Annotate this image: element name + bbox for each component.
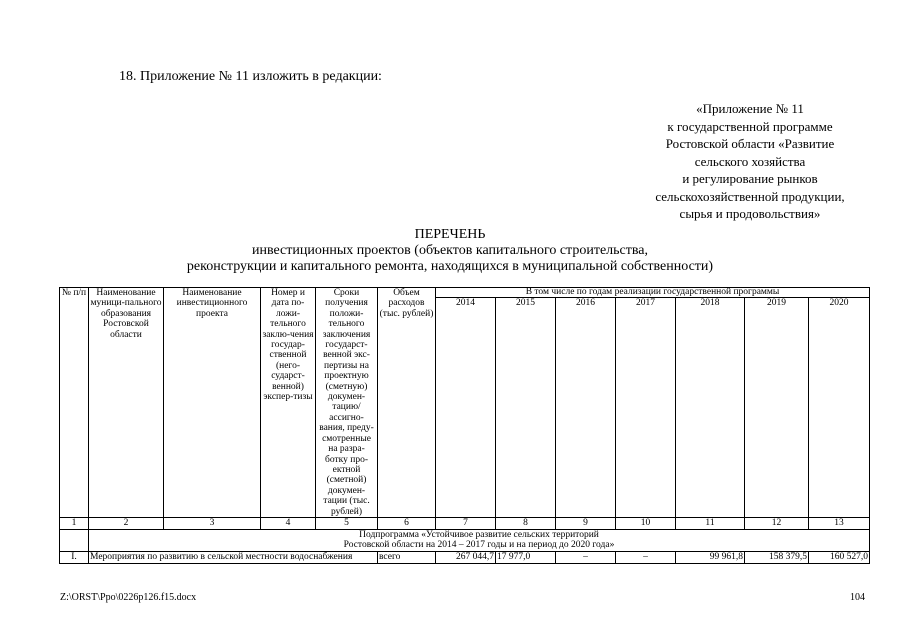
column-number: 13 xyxy=(809,517,870,529)
column-number: 2 xyxy=(89,517,164,529)
column-number: 1 xyxy=(60,517,89,529)
column-number: 12 xyxy=(745,517,809,529)
header-municipality: Наименование муници-пального образования Ростовской области xyxy=(89,288,164,518)
column-number: 5 xyxy=(316,517,378,529)
header-year-2020: 2020 xyxy=(809,298,870,518)
header-num: № п/п xyxy=(60,288,89,518)
header-year-2018: 2018 xyxy=(676,298,745,518)
header-year-2015: 2015 xyxy=(496,298,556,518)
header-year-2017: 2017 xyxy=(616,298,676,518)
header-years-group: В том числе по годам реализации государственной программы xyxy=(436,288,870,298)
column-number: 9 xyxy=(556,517,616,529)
header-year-2016: 2016 xyxy=(556,298,616,518)
header-year-2019: 2019 xyxy=(745,298,809,518)
appendix-line: сырья и продовольствия» xyxy=(679,206,821,221)
investment-projects-table xyxy=(59,287,870,564)
footer-file-path: Z:\ORST\Ppo\0226p126.f15.docx xyxy=(60,592,197,603)
appendix-line: сельского хозяйства xyxy=(694,153,806,169)
document-subtitle-line2: реконструкции и капитального ремонта, находящихся в муниципальной собственности) xyxy=(186,259,714,274)
row-value-2020: 160 527,0 xyxy=(809,551,870,563)
subprogram-line2: Ростовской области на 2014 – 2017 годы и на период до 2020 года» xyxy=(343,540,615,551)
subprogram-title xyxy=(89,529,870,551)
row-num: I. xyxy=(60,551,89,563)
table-row xyxy=(60,551,870,563)
column-number: 4 xyxy=(261,517,316,529)
column-number: 3 xyxy=(164,517,261,529)
row-volume: всего xyxy=(378,551,436,563)
header-project: Наименование инвестиционного проекта xyxy=(164,288,261,518)
appendix-line: и регулирование рынков xyxy=(682,171,818,186)
appendix-line: сельскохозяйственной продукции, xyxy=(655,188,845,204)
row-value-2018: 99 961,8 xyxy=(676,551,745,563)
appendix-note xyxy=(620,100,880,223)
header-terms: Сроки получения положи-тельного заключения государст-венной экс-пертизы на проектную (сметную) докумен-тацию/ ассигно-вания, преду-смотренные на разра-ботку про-ектной (сметной) докумен-тации (тыс. рублей) xyxy=(316,288,378,518)
header-volume: Объем расходов (тыс. рублей) xyxy=(378,288,436,518)
row-value-2014: 267 044,7 xyxy=(436,551,496,563)
intro-text: 18. Приложение № 11 изложить в редакции: xyxy=(119,69,382,84)
subprogram-row xyxy=(60,529,870,551)
document-subtitle-line1: инвестиционных проектов (объектов капитального строительства, xyxy=(251,243,649,258)
appendix-line: к государственной программе xyxy=(667,118,833,134)
header-year-2014: 2014 xyxy=(436,298,496,518)
row-value-2017: – xyxy=(616,551,676,563)
row-value-2019: 158 379,5 xyxy=(745,551,809,563)
column-numbers-row xyxy=(60,517,870,529)
footer-page-number: 104 xyxy=(850,592,865,603)
document-title: ПЕРЕЧЕНЬ xyxy=(414,227,486,242)
row-value-2015: 17 977,0 xyxy=(496,551,556,563)
column-number: 7 xyxy=(436,517,496,529)
row-name: Мероприятия по развитию в сельской местности водоснабжения xyxy=(89,551,378,563)
column-number: 10 xyxy=(616,517,676,529)
row-value-2016: – xyxy=(556,551,616,563)
column-number: 11 xyxy=(676,517,745,529)
subprogram-line1: Подпрограмма «Устойчивое развитие сельских территорий xyxy=(359,529,599,540)
appendix-line: «Приложение № 11 xyxy=(696,101,804,116)
column-number: 8 xyxy=(496,517,556,529)
appendix-line: Ростовской области «Развитие xyxy=(665,136,835,151)
column-number: 6 xyxy=(378,517,436,529)
header-expertise: Номер и дата по-ложи-тельного заклю-чения государ-ственной (него-сударст-венной) экспер-тизы xyxy=(261,288,316,518)
